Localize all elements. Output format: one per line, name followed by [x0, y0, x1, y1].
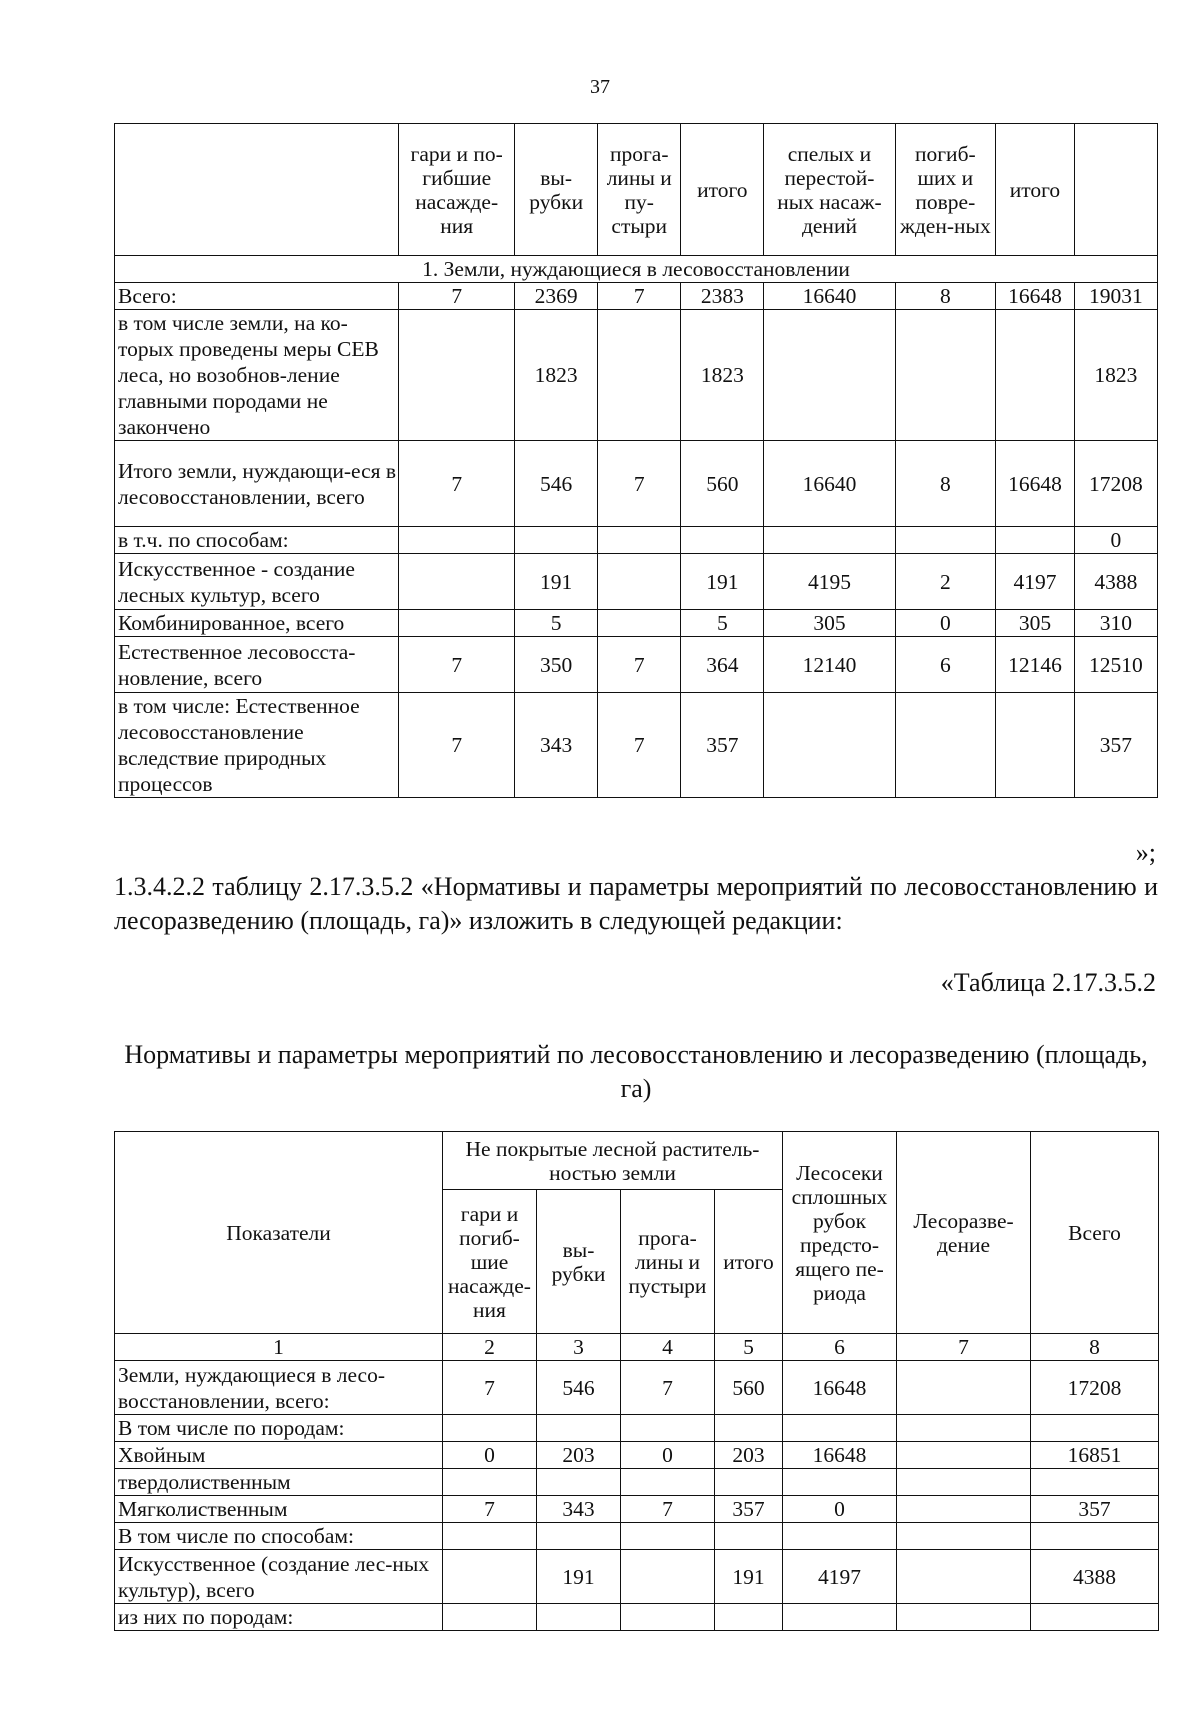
- table-cell: 4195: [764, 554, 895, 610]
- table-cell: 16640: [764, 283, 895, 310]
- table-cell: 191: [681, 554, 764, 610]
- header-cell: гари и по-гибшие насажде-ния: [399, 124, 515, 256]
- table-cell: [621, 1604, 715, 1631]
- table-cell: 7: [598, 637, 681, 693]
- closing-quote: »;: [1135, 838, 1156, 867]
- table-cell: 305: [764, 610, 895, 637]
- table-cell: 343: [537, 1496, 621, 1523]
- table-header-row: [115, 124, 1158, 256]
- table-cell: 4388: [1031, 1550, 1159, 1604]
- table-cell: 546: [537, 1361, 621, 1415]
- table-cell: 0: [783, 1496, 897, 1523]
- row-label: твердолиственным: [115, 1469, 443, 1496]
- table-cell: 16648: [996, 441, 1075, 527]
- table-cell: [621, 1415, 715, 1442]
- table-cell: 2383: [681, 283, 764, 310]
- header-cell: прога-лины и пу-стыри: [598, 124, 681, 256]
- table-cell: 7: [598, 283, 681, 310]
- header-afforestation: Лесоразве-дение: [897, 1132, 1031, 1334]
- table-cell: [897, 1415, 1031, 1442]
- table-cell: [443, 1604, 537, 1631]
- row-label: Комбинированное, всего: [115, 610, 399, 637]
- table-row: [115, 1415, 1159, 1442]
- forest-lands-table: [114, 123, 1158, 798]
- table-reference: «Таблица 2.17.3.5.2: [940, 968, 1156, 997]
- table-row: [115, 554, 1158, 610]
- table-cell: 357: [681, 693, 764, 798]
- table-cell: 203: [715, 1442, 783, 1469]
- table-cell: [399, 527, 515, 554]
- table-cell: [515, 527, 598, 554]
- column-number: 6: [783, 1334, 897, 1361]
- table-cell: 1823: [1074, 310, 1157, 441]
- table-cell: [1031, 1415, 1159, 1442]
- table-cell: 7: [598, 441, 681, 527]
- table-cell: 8: [895, 283, 996, 310]
- column-number: 5: [715, 1334, 783, 1361]
- table-cell: 12146: [996, 637, 1075, 693]
- header-cuttings: вы-рубки: [537, 1190, 621, 1334]
- table-cell: [621, 1469, 715, 1496]
- row-label: в том числе: Естественное лесовосстановление вследствие природных процессов: [115, 693, 399, 798]
- table-cell: 0: [1074, 527, 1157, 554]
- table-cell: [996, 693, 1075, 798]
- table-cell: [715, 1523, 783, 1550]
- table-cell: 7: [443, 1496, 537, 1523]
- table-row: [115, 610, 1158, 637]
- table-cell: 191: [715, 1550, 783, 1604]
- table-cell: [897, 1523, 1031, 1550]
- header-cell: вы-рубки: [515, 124, 598, 256]
- table-cell: 7: [598, 693, 681, 798]
- table-cell: [537, 1469, 621, 1496]
- table-cell: 7: [399, 637, 515, 693]
- table-cell: 16851: [1031, 1442, 1159, 1469]
- column-number: 8: [1031, 1334, 1159, 1361]
- table-cell: 357: [715, 1496, 783, 1523]
- table-cell: 6: [895, 637, 996, 693]
- table-cell: [996, 527, 1075, 554]
- table-cell: [897, 1361, 1031, 1415]
- header-glades: прога-лины и пустыри: [621, 1190, 715, 1334]
- row-label: Искусственное (создание лес-ных культур), всего: [115, 1550, 443, 1604]
- header-unforested-lands: Не покрытые лесной раститель-ностью земли: [443, 1132, 783, 1190]
- table-cell: [897, 1469, 1031, 1496]
- table-row: [115, 1604, 1159, 1631]
- reforestation-norms-table: [114, 1131, 1159, 1631]
- header-cell: итого: [681, 124, 764, 256]
- table-row: [115, 637, 1158, 693]
- table-cell: 7: [399, 283, 515, 310]
- table-row: [115, 283, 1158, 310]
- table-cell: 546: [515, 441, 598, 527]
- row-label: В том числе по способам:: [115, 1523, 443, 1550]
- table-row: [115, 1496, 1159, 1523]
- header-subtotal: итого: [715, 1190, 783, 1334]
- table-title: Нормативы и параметры мероприятий по лесовосстановлению и лесоразведению (площадь, га): [124, 1040, 1148, 1103]
- table-cell: [1031, 1604, 1159, 1631]
- column-number-row: [115, 1334, 1159, 1361]
- table-cell: 19031: [1074, 283, 1157, 310]
- table-cell: [715, 1469, 783, 1496]
- table-cell: [621, 1550, 715, 1604]
- row-label: Искусственное - создание лесных культур, всего: [115, 554, 399, 610]
- row-label: Хвойным: [115, 1442, 443, 1469]
- table-cell: 17208: [1074, 441, 1157, 527]
- header-indicators: Показатели: [115, 1132, 443, 1334]
- row-label: в т.ч. по способам:: [115, 527, 399, 554]
- column-number: 1: [115, 1334, 443, 1361]
- table-cell: 4197: [783, 1550, 897, 1604]
- table-row: [115, 441, 1158, 527]
- row-label: Земли, нуждающиеся в лесо-восстановлении, всего:: [115, 1361, 443, 1415]
- header-cell: [115, 124, 399, 256]
- table-cell: 0: [621, 1442, 715, 1469]
- table-cell: [443, 1415, 537, 1442]
- row-label: В том числе по породам:: [115, 1415, 443, 1442]
- table-cell: 5: [681, 610, 764, 637]
- table-row: [115, 693, 1158, 798]
- table-cell: 4197: [996, 554, 1075, 610]
- table-cell: 1823: [681, 310, 764, 441]
- table-cell: [764, 693, 895, 798]
- table-cell: [783, 1523, 897, 1550]
- table-cell: [715, 1415, 783, 1442]
- table-cell: [598, 310, 681, 441]
- table-cell: 16648: [996, 283, 1075, 310]
- table-row: [115, 310, 1158, 441]
- row-label: Всего:: [115, 283, 399, 310]
- table-cell: 310: [1074, 610, 1157, 637]
- table-cell: 7: [399, 441, 515, 527]
- table-cell: [598, 610, 681, 637]
- table-section-title: 1. Земли, нуждающиеся в лесовосстановлении: [115, 256, 1158, 283]
- table-row: [115, 1523, 1159, 1550]
- table-cell: 560: [715, 1361, 783, 1415]
- header-cell: итого: [996, 124, 1075, 256]
- table-cell: [399, 310, 515, 441]
- table-cell: 16648: [783, 1361, 897, 1415]
- amendment-paragraph: 1.3.4.2.2 таблицу 2.17.3.5.2 «Нормативы и параметры мероприятий по лесовосстановлению и лесоразведению (площадь, га)» изложить в следующей редакции:: [114, 872, 1158, 935]
- table-cell: 203: [537, 1442, 621, 1469]
- table-cell: 12140: [764, 637, 895, 693]
- table-row: [115, 1469, 1159, 1496]
- header-burned-stands: гари и погиб-шие насажде-ния: [443, 1190, 537, 1334]
- table-cell: 560: [681, 441, 764, 527]
- table-cell: 357: [1031, 1496, 1159, 1523]
- table-cell: 16640: [764, 441, 895, 527]
- table-cell: 7: [399, 693, 515, 798]
- table-cell: 357: [1074, 693, 1157, 798]
- table-cell: 0: [443, 1442, 537, 1469]
- table-cell: [783, 1415, 897, 1442]
- table-cell: [537, 1523, 621, 1550]
- table-cell: 343: [515, 693, 598, 798]
- table-cell: [783, 1604, 897, 1631]
- table-cell: 1823: [515, 310, 598, 441]
- table-row: [115, 1550, 1159, 1604]
- table-cell: 17208: [1031, 1361, 1159, 1415]
- table-cell: [443, 1550, 537, 1604]
- table-cell: 305: [996, 610, 1075, 637]
- table-cell: 191: [537, 1550, 621, 1604]
- table-cell: [715, 1604, 783, 1631]
- column-number: 3: [537, 1334, 621, 1361]
- table-cell: 12510: [1074, 637, 1157, 693]
- table-cell: 2: [895, 554, 996, 610]
- table-cell: [598, 554, 681, 610]
- page-number: 37: [590, 76, 610, 98]
- table-cell: 5: [515, 610, 598, 637]
- table-cell: [537, 1415, 621, 1442]
- table-cell: 4388: [1074, 554, 1157, 610]
- table-cell: [681, 527, 764, 554]
- table-cell: 191: [515, 554, 598, 610]
- table-cell: [537, 1604, 621, 1631]
- row-label: в том числе земли, на ко-торых проведены меры СЕВ леса, но возобнов-ление главными породами не закончено: [115, 310, 399, 441]
- table-cell: [895, 527, 996, 554]
- table-cell: 16648: [783, 1442, 897, 1469]
- table-cell: [1031, 1523, 1159, 1550]
- row-label: Мягколиственным: [115, 1496, 443, 1523]
- table-cell: [764, 310, 895, 441]
- table-cell: 0: [895, 610, 996, 637]
- header-cell: спелых и перестой-ных насаж-дений: [764, 124, 895, 256]
- header-clearcut-areas: Лесосеки сплошных рубок предсто-ящего пе-риода: [783, 1132, 897, 1334]
- table-cell: 7: [443, 1361, 537, 1415]
- row-label: Естественное лесовосста-новление, всего: [115, 637, 399, 693]
- table-cell: 7: [621, 1361, 715, 1415]
- table-cell: [399, 610, 515, 637]
- row-label: из них по породам:: [115, 1604, 443, 1631]
- table-row: [115, 1361, 1159, 1415]
- table-cell: 8: [895, 441, 996, 527]
- table-cell: [764, 527, 895, 554]
- header-total: Всего: [1031, 1132, 1159, 1334]
- row-label: Итого земли, нуждающи-еся в лесовосстановлении, всего: [115, 441, 399, 527]
- column-number: 2: [443, 1334, 537, 1361]
- table-cell: [399, 554, 515, 610]
- table-cell: [895, 693, 996, 798]
- table-cell: 7: [621, 1496, 715, 1523]
- table-cell: [996, 310, 1075, 441]
- table-cell: [621, 1523, 715, 1550]
- table-cell: [443, 1469, 537, 1496]
- header-cell: погиб-ших и повре-жден-ных: [895, 124, 996, 256]
- table-cell: [443, 1523, 537, 1550]
- table-cell: [1031, 1469, 1159, 1496]
- column-number: 7: [897, 1334, 1031, 1361]
- table-cell: 350: [515, 637, 598, 693]
- table-cell: [897, 1442, 1031, 1469]
- table-cell: 364: [681, 637, 764, 693]
- header-cell: [1074, 124, 1157, 256]
- table-cell: [897, 1550, 1031, 1604]
- table-cell: [897, 1496, 1031, 1523]
- table-cell: [783, 1469, 897, 1496]
- table-cell: [598, 527, 681, 554]
- table-cell: 2369: [515, 283, 598, 310]
- table-cell: [895, 310, 996, 441]
- table-row: [115, 527, 1158, 554]
- table-cell: [897, 1604, 1031, 1631]
- column-number: 4: [621, 1334, 715, 1361]
- table-row: [115, 1442, 1159, 1469]
